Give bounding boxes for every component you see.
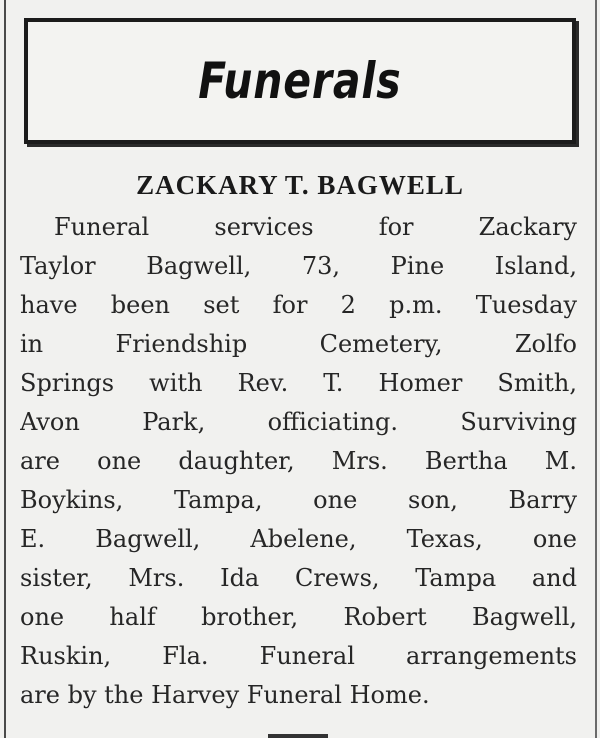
- section-header-box: [24, 18, 576, 144]
- body-line: E. Bagwell, Abelene, Texas, one: [20, 525, 577, 553]
- article-body: [20, 208, 577, 715]
- body-line: one half brother, Robert Bagwell,: [20, 603, 577, 631]
- body-line: are one daughter, Mrs. Bertha M.: [20, 447, 577, 475]
- body-line: Ruskin, Fla. Funeral arrangements: [20, 642, 577, 670]
- body-line: Boykins, Tampa, one son, Barry: [20, 486, 577, 514]
- body-line: Funeral services for Zackary: [54, 213, 577, 241]
- body-line: Avon Park, officiating. Surviving: [20, 408, 577, 436]
- body-line: in Friendship Cemetery, Zolfo: [20, 330, 577, 358]
- body-line: have been set for 2 p.m. Tuesday: [20, 291, 577, 319]
- column-rule-left: [4, 0, 6, 738]
- bottom-divider: [268, 734, 328, 738]
- body-line: are by the Harvey Funeral Home.: [20, 681, 430, 709]
- body-line: sister, Mrs. Ida Crews, Tampa and: [20, 564, 577, 592]
- body-line: Springs with Rev. T. Homer Smith,: [20, 369, 577, 397]
- column-rule-right: [595, 0, 597, 738]
- section-title: Funerals: [198, 52, 402, 110]
- body-line: Taylor Bagwell, 73, Pine Island,: [20, 252, 577, 280]
- article-headline: ZACKARY T. BAGWELL: [136, 170, 464, 200]
